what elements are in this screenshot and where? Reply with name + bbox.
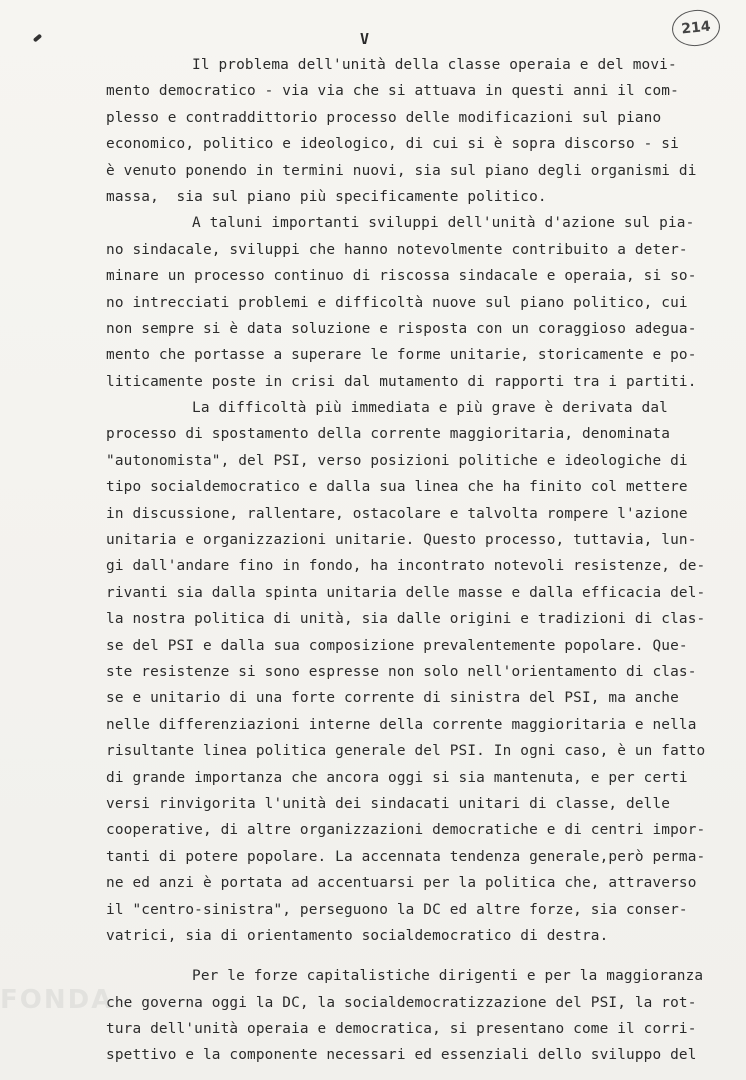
text-line: gi dall'andare fino in fondo, ha incontrato notevoli resistenze, de- (106, 558, 706, 575)
text-line: tura dell'unità operaia e democratica, si presentano come il corri- (106, 1021, 697, 1038)
text-line: no sindacale, sviluppi che hanno notevolmente contribuito a deter- (106, 241, 688, 258)
text-line: tipo socialdemocratico e dalla sua linea che ha finito col mettere (106, 479, 688, 496)
text-line: A taluni importanti sviluppi dell'unità d'azione sul pia- (192, 215, 695, 232)
page-number-stamp: 214 (670, 8, 722, 49)
text-line: se e unitario di una forte corrente di sinistra del PSI, ma anche (106, 690, 679, 707)
text-line: minare un processo continuo di riscossa sindacale e operaia, si so- (106, 268, 697, 285)
text-line: mento democratico - via via che si attuava in questi anni il com- (106, 83, 679, 100)
text-line: liticamente poste in crisi dal mutamento di rapporti tra i partiti. (106, 373, 697, 390)
text-line: di grande importanza che ancora oggi si sia mantenuta, e per certi (106, 769, 688, 786)
text-line: economico, politico e ideologico, di cui si è sopra discorso - si (106, 136, 679, 153)
text-line: che governa oggi la DC, la socialdemocratizzazione del PSI, la rot- (106, 994, 697, 1011)
text-line: La difficoltà più immediata e più grave è derivata dal (192, 400, 668, 417)
typewritten-text (106, 52, 706, 1069)
text-line: in discussione, rallentare, ostacolare e talvolta rompere l'azione (106, 505, 688, 522)
text-line: processo di spostamento della corrente maggioritaria, denominata (106, 426, 671, 443)
text-line: vatrici, sia di orientamento socialdemocratico di destra. (106, 927, 609, 944)
text-line: ste resistenze si sono espresse non solo nell'orientamento di clas- (106, 663, 697, 680)
text-line: tanti di potere popolare. La accennata tendenza generale,però perma- (106, 848, 706, 865)
section-number: V (360, 30, 371, 48)
text-line: versi rinvigorita l'unità dei sindacati unitari di classe, delle (106, 795, 671, 812)
text-line: unitaria e organizzazioni unitarie. Questo processo, tuttavia, lun- (106, 532, 697, 549)
text-line: ne ed anzi è portata ad accentuarsi per la politica che, attraverso (106, 875, 697, 892)
archive-watermark: FONDA (0, 985, 114, 1015)
text-line: plesso e contraddittorio processo delle modificazioni sul piano (106, 109, 662, 126)
text-line: nelle differenziazioni interne della corrente maggioritaria e nella (106, 716, 697, 733)
text-line: se del PSI e dalla sua composizione prevalentemente popolare. Que- (106, 637, 688, 654)
text-line: "autonomista", del PSI, verso posizioni politiche e ideologiche di (106, 452, 688, 469)
text-line: è venuto ponendo in termini nuovi, sia sul piano degli organismi di (106, 162, 697, 179)
ink-mark (33, 34, 42, 43)
text-line: rivanti sia dalla spinta unitaria delle masse e dalla efficacia del- (106, 584, 706, 601)
text-line: non sempre si è data soluzione e risposta con un coraggioso adegua- (106, 320, 697, 337)
text-line: la nostra politica di unità, sia dalle origini e tradizioni di clas- (106, 611, 706, 628)
text-line: massa, sia sul piano più specificamente politico. (106, 188, 547, 205)
text-line: Il problema dell'unità della classe operaia e del movi- (192, 57, 677, 73)
paragraph-gap (106, 949, 706, 963)
text-line: risultante linea politica generale del PSI. In ogni caso, è un fatto (106, 743, 706, 760)
text-line: cooperative, di altre organizzazioni democratiche e di centri impor- (106, 822, 706, 839)
text-line: Per le forze capitalistiche dirigenti e per la maggioranza (192, 968, 704, 985)
text-line: no intrecciati problemi e difficoltà nuove sul piano politico, cui (106, 294, 688, 311)
text-line: mento che portasse a superare le forme unitarie, storicamente e po- (106, 347, 697, 364)
text-line: spettivo e la componente necessari ed essenziali dello sviluppo del (106, 1047, 697, 1064)
text-line: il "centro-sinistra", perseguono la DC ed altre forze, sia conser- (106, 901, 688, 918)
